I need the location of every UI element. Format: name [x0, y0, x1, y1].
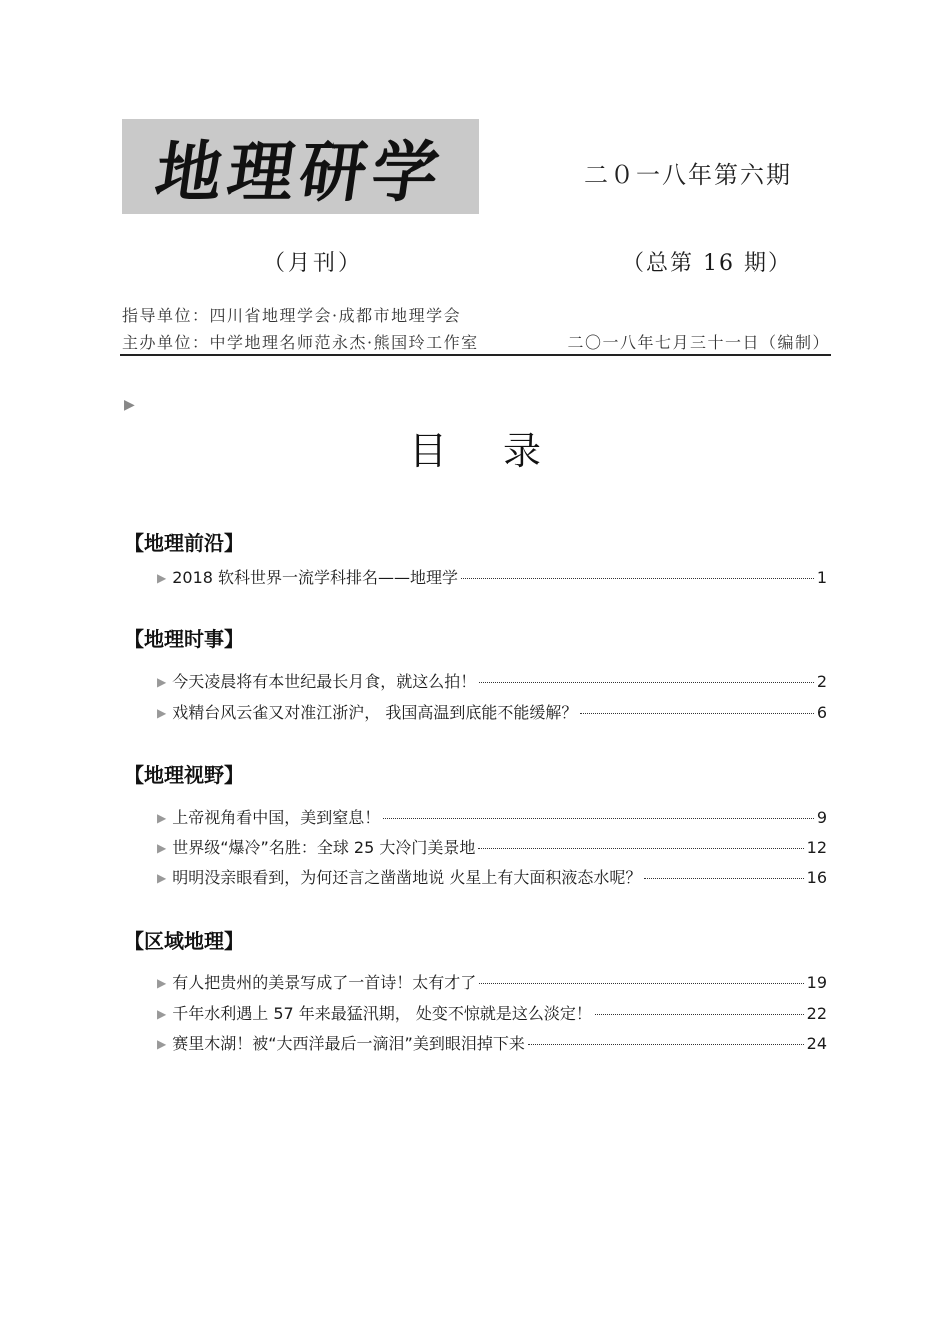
- host-units: 主办单位：中学地理名师范永杰·熊国玲工作室: [122, 333, 479, 352]
- publication-frequency: （月刊）: [263, 251, 364, 276]
- issue-total-number: （总第 16 期）: [622, 251, 792, 276]
- entry-title: 戏精台风云雀又对准江浙沪， 我国高温到底能不能缓解？: [172, 703, 578, 722]
- compile-date: 二〇一八年七月三十一日（编制）: [567, 333, 830, 352]
- entry-title: 明明没亲眼看到，为何还言之凿凿地说 火星上有大面积液态水呢？: [172, 868, 642, 887]
- entry-title: 2018 软科世界一流学科排名——地理学: [172, 568, 459, 587]
- dot-leader: [644, 878, 803, 879]
- entry-page: 16: [806, 868, 827, 887]
- triangle-bullet-icon: ▶: [157, 811, 167, 825]
- triangle-bullet-icon: ▶: [157, 571, 167, 585]
- entry-page: 19: [806, 973, 827, 992]
- entry-page: 1: [816, 568, 827, 587]
- header-divider: [120, 354, 831, 356]
- entry-title: 今天凌晨将有本世纪最长月食，就这么拍！: [172, 672, 477, 691]
- dot-leader: [479, 983, 803, 984]
- entry-page: 6: [816, 703, 827, 722]
- toc-entry[interactable]: [157, 805, 827, 827]
- dot-leader: [595, 1014, 804, 1015]
- dot-leader: [383, 818, 814, 819]
- section-heading: 【地理前沿】: [124, 531, 244, 555]
- dot-leader: [479, 682, 814, 683]
- triangle-bullet-icon: ▶: [157, 1037, 167, 1051]
- toc-entry[interactable]: [157, 669, 827, 691]
- triangle-marker-icon: ▶: [124, 397, 135, 413]
- entry-title: 上帝视角看中国，美到窒息！: [172, 808, 381, 827]
- toc-entry[interactable]: [157, 835, 827, 857]
- entry-page: 22: [806, 1004, 827, 1023]
- section-heading: 【地理时事】: [124, 627, 244, 651]
- triangle-bullet-icon: ▶: [157, 976, 167, 990]
- entry-page: 2: [816, 672, 827, 691]
- toc-title: 目录: [408, 429, 597, 473]
- triangle-bullet-icon: ▶: [157, 706, 167, 720]
- entry-page: 12: [806, 838, 827, 857]
- section-heading: 【地理视野】: [124, 763, 244, 787]
- toc-entry[interactable]: [157, 565, 827, 587]
- entry-title: 世界级“爆冷”名胜：全球 25 大冷门美景地: [172, 838, 476, 857]
- masthead-logo: [122, 119, 479, 214]
- toc-entry[interactable]: [157, 970, 827, 992]
- toc-entry[interactable]: [157, 1001, 827, 1023]
- toc-entry[interactable]: [157, 1031, 827, 1053]
- guiding-units: 指导单位：四川省地理学会·成都市地理学会: [122, 306, 462, 325]
- triangle-bullet-icon: ▶: [157, 871, 167, 885]
- dot-leader: [461, 578, 814, 579]
- logo-text: 地理研学: [150, 133, 450, 211]
- dot-leader: [528, 1044, 804, 1045]
- entry-page: 9: [816, 808, 827, 827]
- triangle-bullet-icon: ▶: [157, 841, 167, 855]
- entry-title: 有人把贵州的美景写成了一首诗！太有才了: [172, 973, 477, 992]
- section-heading: 【区域地理】: [124, 929, 244, 953]
- entry-title: 赛里木湖！被“大西洋最后一滴泪”美到眼泪掉下来: [172, 1034, 525, 1053]
- triangle-bullet-icon: ▶: [157, 1007, 167, 1021]
- triangle-bullet-icon: ▶: [157, 675, 167, 689]
- issue-date: 二０一八年第六期: [584, 161, 792, 189]
- entry-title: 千年水利遇上 57 年来最猛汛期， 处变不惊就是这么淡定！: [172, 1004, 592, 1023]
- dot-leader: [580, 713, 813, 714]
- toc-entry[interactable]: [157, 865, 827, 887]
- toc-entry[interactable]: [157, 700, 827, 722]
- entry-page: 24: [806, 1034, 827, 1053]
- dot-leader: [478, 848, 803, 849]
